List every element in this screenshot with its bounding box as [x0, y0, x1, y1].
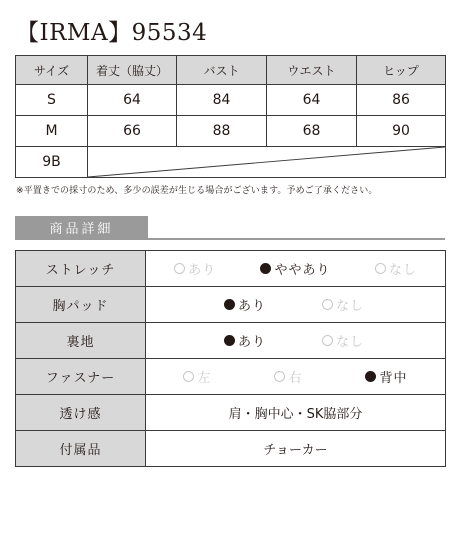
size-label: S [16, 85, 88, 116]
option-zipper-back: 背中 [365, 367, 407, 386]
radio-dot-icon [183, 371, 194, 382]
detail-row-zipper [16, 359, 446, 395]
table-cell: 64 [267, 85, 357, 116]
detail-label: 透け感 [16, 395, 146, 431]
detail-row-accessory [16, 431, 446, 467]
table-row [16, 116, 446, 147]
radio-dot-icon [274, 371, 285, 382]
header-waist: ウエスト [267, 56, 357, 85]
detail-value: チョーカー [146, 431, 446, 467]
detail-row-sheer [16, 395, 446, 431]
radio-dot-icon [260, 263, 271, 274]
radio-dot-icon [322, 299, 333, 310]
detail-table [15, 250, 446, 467]
detail-label: ストレッチ [16, 251, 146, 287]
measurement-note: ※平置きでの採寸のため、多少の誤差が生じる場合がございます。予めご了承ください。 [16, 186, 378, 196]
option-lining-no: なし [322, 331, 364, 350]
option-pad-no: なし [322, 295, 364, 314]
not-available-cell [88, 147, 446, 178]
size-label: M [16, 116, 88, 147]
table-cell: 68 [267, 116, 357, 147]
detail-label: 裏地 [16, 323, 146, 359]
radio-dot-icon [375, 263, 386, 274]
size-label: 9B [16, 147, 88, 178]
table-cell: 88 [177, 116, 267, 147]
header-hip: ヒップ [357, 56, 446, 85]
detail-row-pad [16, 287, 446, 323]
table-row [16, 147, 446, 178]
header-size: サイズ [16, 56, 88, 85]
section-divider [15, 238, 445, 240]
header-bust: バスト [177, 56, 267, 85]
section-title: 商品詳細 [15, 216, 148, 238]
radio-dot-icon [174, 263, 185, 274]
table-cell: 64 [88, 85, 177, 116]
option-zipper-right: 右 [274, 367, 302, 386]
size-table-header-row [16, 56, 446, 85]
table-row [16, 85, 446, 116]
detail-row-stretch [16, 251, 446, 287]
header-length: 着丈（脇丈） [88, 56, 177, 85]
table-cell: 66 [88, 116, 177, 147]
radio-dot-icon [365, 371, 376, 382]
detail-value: 肩・胸中心・SK脇部分 [146, 395, 446, 431]
table-cell: 84 [177, 85, 267, 116]
option-lining-yes: あり [224, 331, 266, 350]
option-pad-yes: あり [224, 295, 266, 314]
detail-row-lining [16, 323, 446, 359]
detail-label: 胸パッド [16, 287, 146, 323]
radio-dot-icon [224, 299, 235, 310]
option-stretch-no: なし [375, 259, 417, 278]
strike-line [88, 147, 445, 177]
table-cell: 90 [357, 116, 446, 147]
table-cell: 86 [357, 85, 446, 116]
detail-label: 付属品 [16, 431, 146, 467]
page-title: 【IRMA】95534 [16, 20, 208, 46]
radio-dot-icon [322, 335, 333, 346]
radio-dot-icon [224, 335, 235, 346]
option-stretch-yes: あり [174, 259, 216, 278]
option-zipper-left: 左 [183, 367, 211, 386]
size-table [15, 55, 446, 178]
option-stretch-some: ややあり [260, 259, 330, 278]
detail-label: ファスナー [16, 359, 146, 395]
